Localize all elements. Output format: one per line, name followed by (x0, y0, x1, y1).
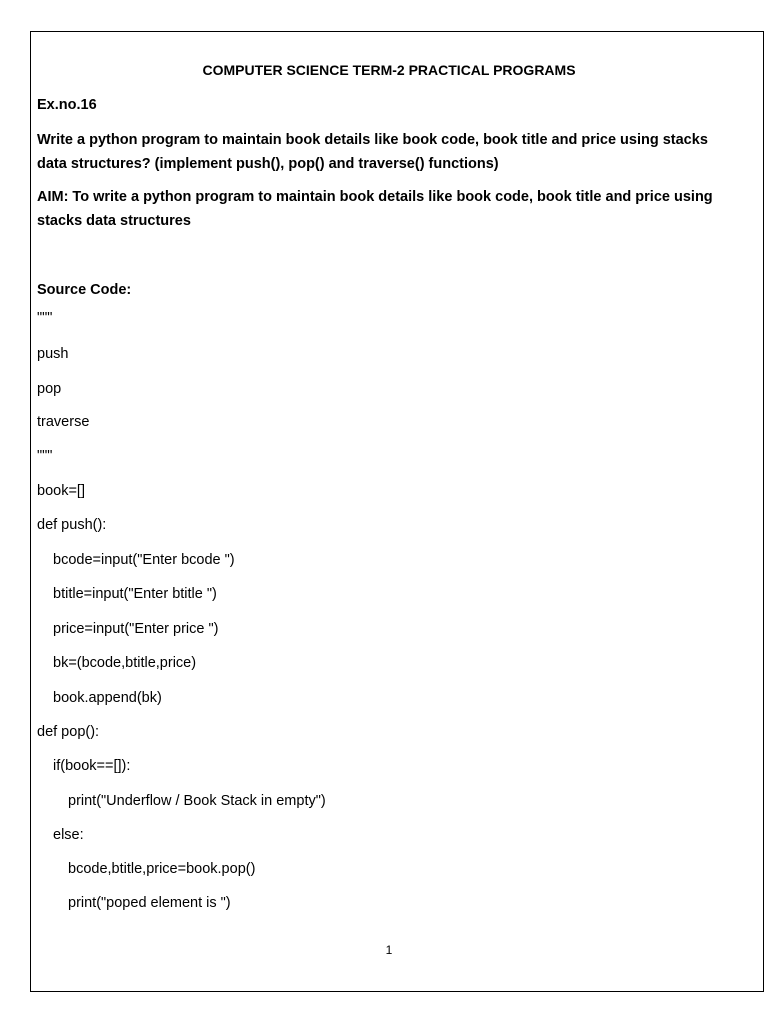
code-line: if(book==[]): (53, 758, 131, 774)
code-line: def push(): (37, 517, 107, 533)
code-line: bcode=input("Enter bcode ") (53, 552, 235, 568)
document-title: COMPUTER SCIENCE TERM-2 PRACTICAL PROGRAMS (202, 62, 576, 78)
code-line: price=input("Enter price ") (53, 621, 219, 637)
code-line: book=[] (37, 483, 85, 499)
code-line: else: (53, 827, 84, 843)
code-line: print("Underflow / Book Stack in empty") (68, 793, 326, 809)
code-line: bcode,btitle,price=book.pop() (68, 861, 256, 877)
code-line: """ (37, 448, 53, 464)
code-line: push (37, 346, 69, 362)
aim-text: AIM: To write a python program to maintain book details like book code, book title and price using stacks data structures (37, 189, 713, 229)
code-line: """ (37, 310, 53, 326)
code-line: traverse (37, 414, 90, 430)
exercise-number: Ex.no.16 (37, 97, 97, 113)
source-code-heading: Source Code: (37, 282, 132, 298)
code-line: bk=(bcode,btitle,price) (53, 655, 197, 671)
code-line: print("poped element is ") (68, 895, 231, 911)
code-line: btitle=input("Enter btitle ") (53, 586, 217, 602)
code-line: def pop(): (37, 724, 100, 740)
question-text: Write a python program to maintain book details like book code, book title and price using stacks data structures? (implement push(), pop() and traverse() functions) (37, 132, 708, 172)
code-line: book.append(bk) (53, 690, 162, 706)
code-line: pop (37, 381, 62, 397)
page-number: 1 (385, 943, 393, 957)
